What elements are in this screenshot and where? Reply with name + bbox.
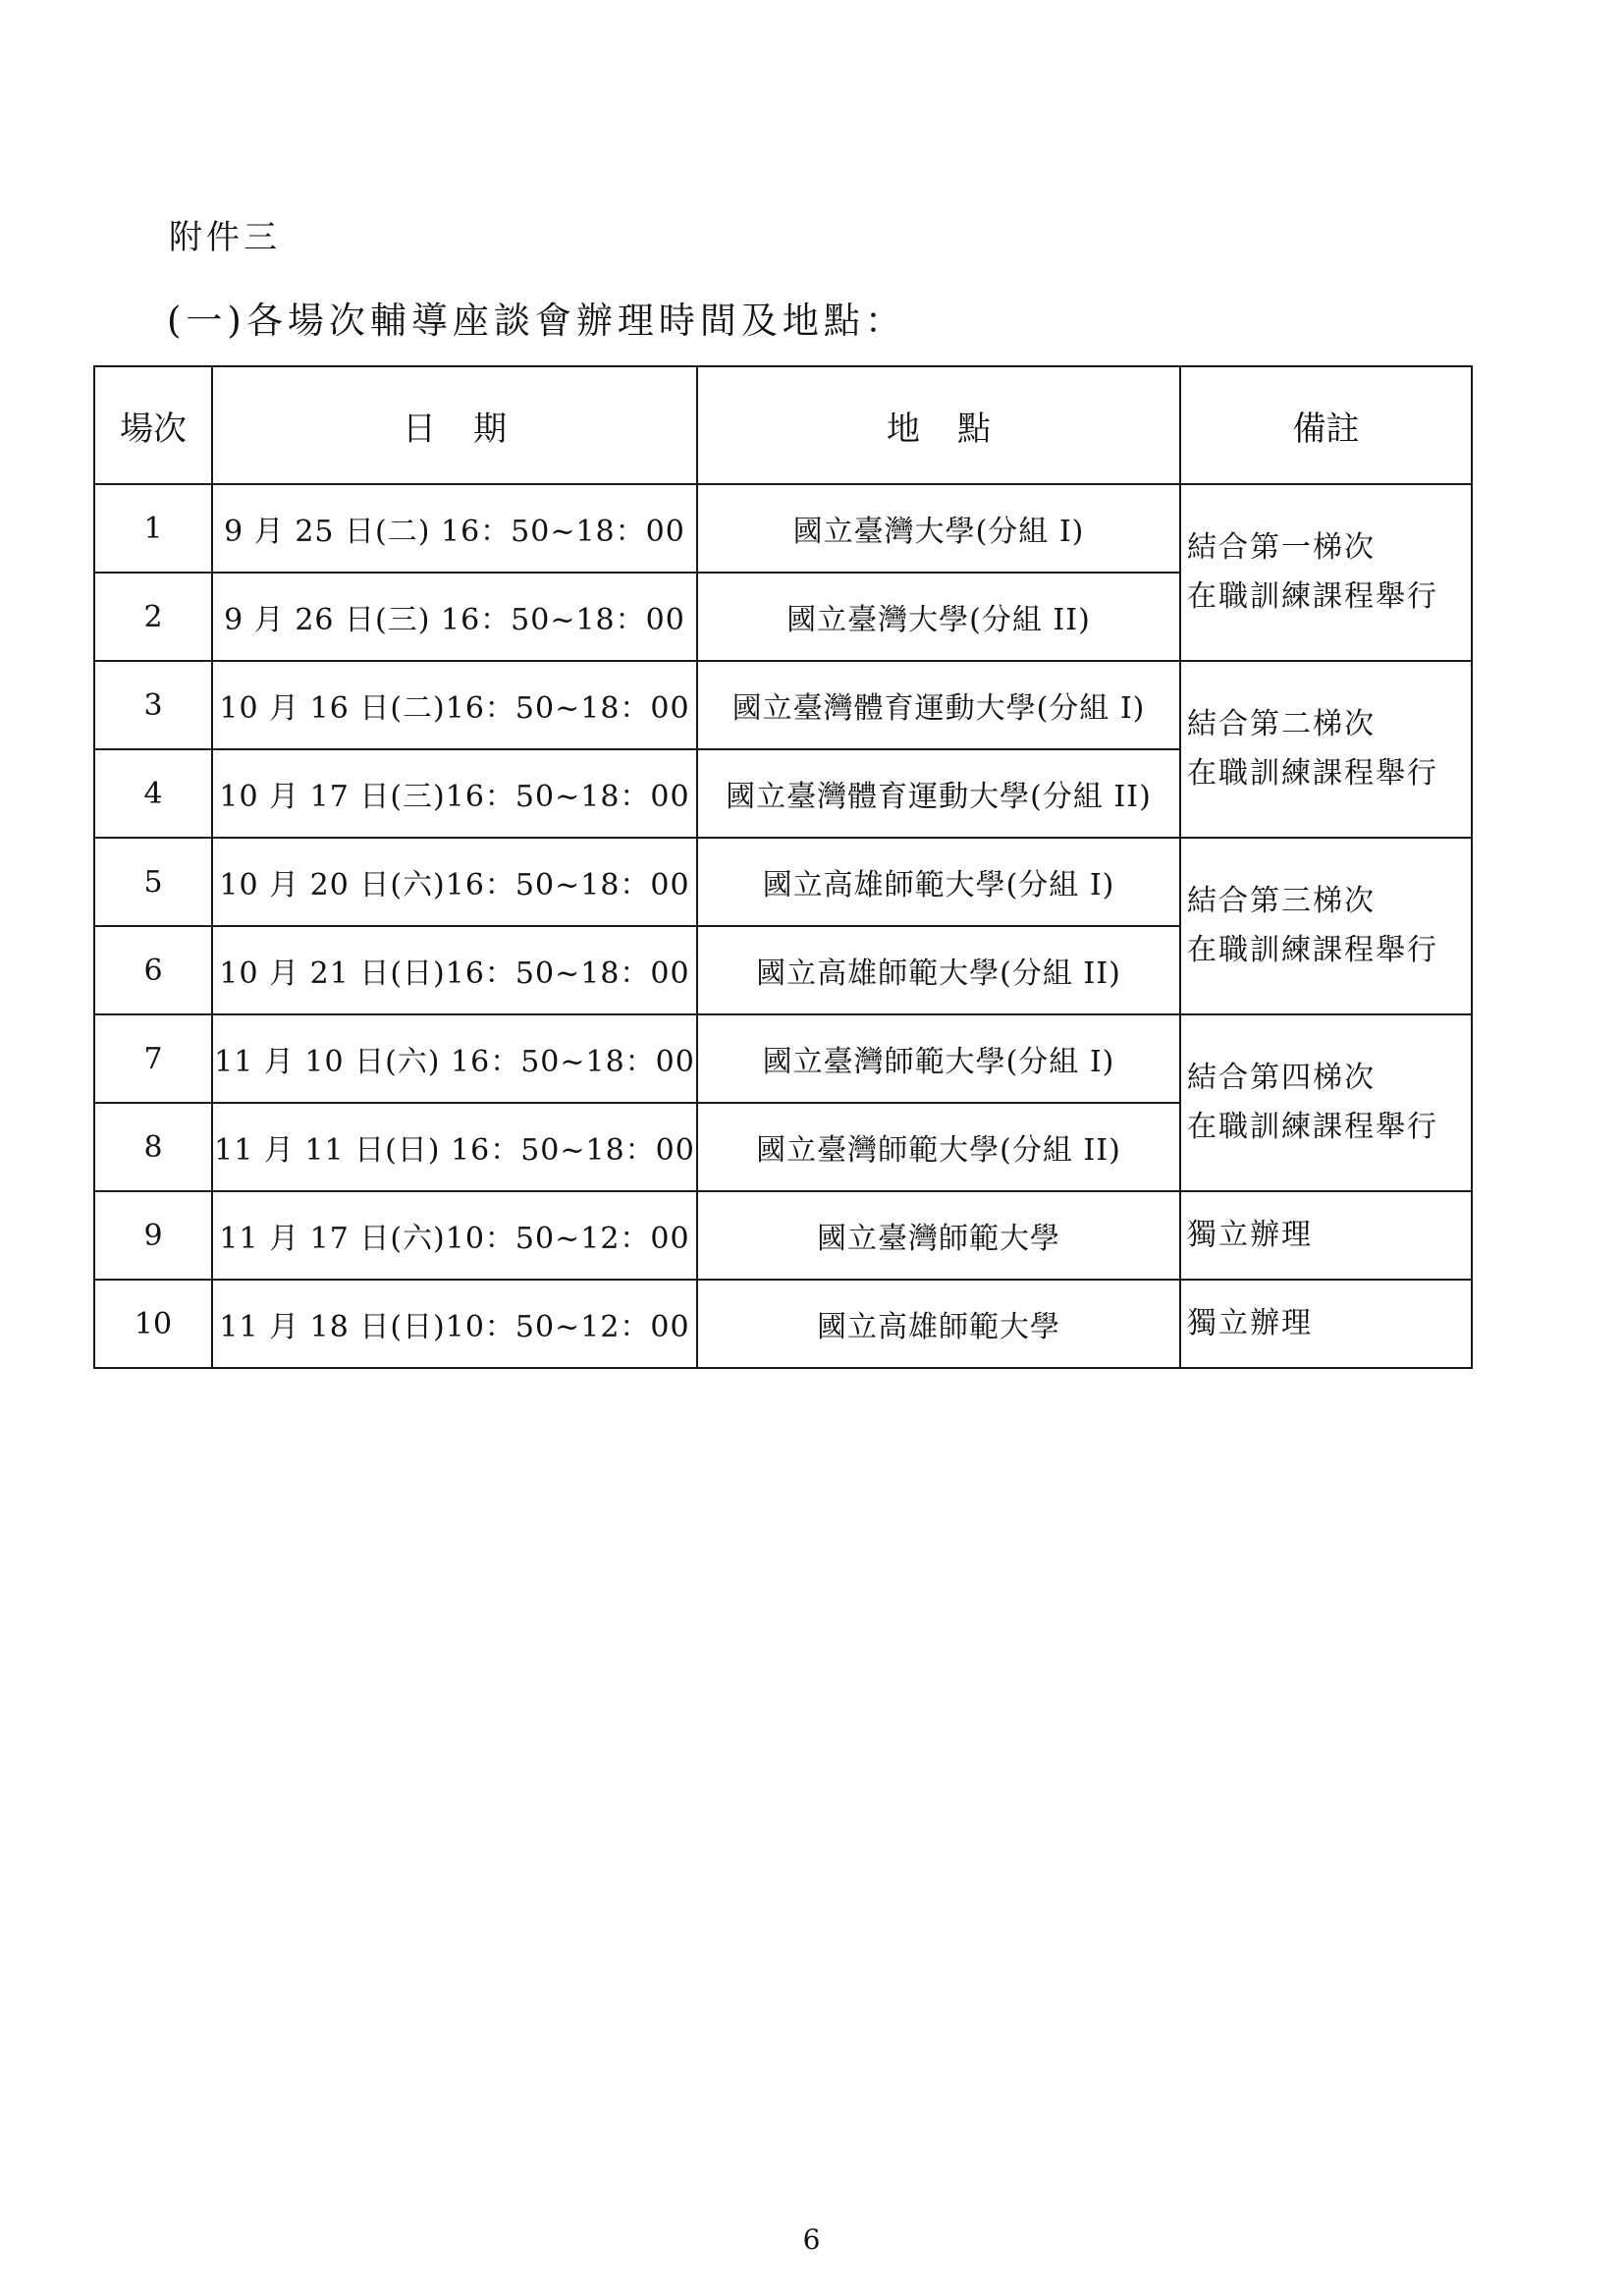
session-cell: 9 bbox=[94, 1191, 212, 1280]
venue-cell: 國立臺灣師範大學 bbox=[697, 1191, 1180, 1280]
date-cell: 10 月 21 日(日)16：50~18：00 bbox=[212, 926, 697, 1014]
header-remark: 備註 bbox=[1180, 366, 1472, 484]
session-cell: 2 bbox=[94, 573, 212, 661]
remark-cell bbox=[1180, 661, 1472, 838]
session-cell: 5 bbox=[94, 838, 212, 926]
venue-cell: 國立高雄師範大學(分組 I) bbox=[697, 838, 1180, 926]
remark-line: 獨立辦理 bbox=[1187, 1218, 1313, 1252]
header-venue: 地點 bbox=[697, 366, 1180, 484]
remark-line: 結合第四梯次 bbox=[1187, 1061, 1376, 1095]
table-row bbox=[94, 1280, 1472, 1368]
remark-line: 在職訓練課程舉行 bbox=[1187, 579, 1438, 614]
venue-cell: 國立臺灣大學(分組 II) bbox=[697, 573, 1180, 661]
venue-cell: 國立高雄師範大學 bbox=[697, 1280, 1180, 1368]
table-row bbox=[94, 1014, 1472, 1103]
venue-cell: 國立臺灣大學(分組 I) bbox=[697, 484, 1180, 573]
session-cell: 3 bbox=[94, 661, 212, 749]
date-cell: 11 月 18 日(日)10：50~12：00 bbox=[212, 1280, 697, 1368]
remark-cell bbox=[1180, 1014, 1472, 1191]
session-cell: 10 bbox=[94, 1280, 212, 1368]
venue-cell: 國立臺灣師範大學(分組 II) bbox=[697, 1103, 1180, 1191]
venue-cell: 國立臺灣師範大學(分組 I) bbox=[697, 1014, 1180, 1103]
remark-line: 結合第三梯次 bbox=[1187, 884, 1376, 918]
remark-cell bbox=[1180, 1280, 1472, 1368]
table-row bbox=[94, 1191, 1472, 1280]
remark-line: 在職訓練課程舉行 bbox=[1187, 1110, 1438, 1144]
session-cell: 8 bbox=[94, 1103, 212, 1191]
date-cell: 9 月 25 日(二) 16：50~18：00 bbox=[212, 484, 697, 573]
remark-line: 獨立辦理 bbox=[1187, 1306, 1313, 1340]
table-header-row bbox=[94, 366, 1472, 484]
schedule-table bbox=[93, 365, 1473, 1369]
session-cell: 7 bbox=[94, 1014, 212, 1103]
session-cell: 1 bbox=[94, 484, 212, 573]
header-session: 場次 bbox=[94, 366, 212, 484]
date-cell: 11 月 11 日(日) 16：50~18：00 bbox=[212, 1103, 697, 1191]
venue-cell: 國立高雄師範大學(分組 II) bbox=[697, 926, 1180, 1014]
table-row bbox=[94, 484, 1472, 573]
date-cell: 10 月 17 日(三)16：50~18：00 bbox=[212, 749, 697, 838]
date-cell: 10 月 20 日(六)16：50~18：00 bbox=[212, 838, 697, 926]
remark-cell bbox=[1180, 1191, 1472, 1280]
table-row bbox=[94, 661, 1472, 749]
page-number: 6 bbox=[802, 2223, 821, 2256]
remark-line: 結合第一梯次 bbox=[1187, 530, 1376, 565]
date-cell: 11 月 17 日(六)10：50~12：00 bbox=[212, 1191, 697, 1280]
section-heading: (一)各場次輔導座談會辦理時間及地點： bbox=[167, 300, 906, 342]
header-date: 日期 bbox=[212, 366, 697, 484]
remark-line: 結合第二梯次 bbox=[1187, 707, 1376, 741]
remark-cell bbox=[1180, 838, 1472, 1014]
table-row bbox=[94, 838, 1472, 926]
session-cell: 6 bbox=[94, 926, 212, 1014]
venue-cell: 國立臺灣體育運動大學(分組 I) bbox=[697, 661, 1180, 749]
session-cell: 4 bbox=[94, 749, 212, 838]
date-cell: 11 月 10 日(六) 16：50~18：00 bbox=[212, 1014, 697, 1103]
remark-line: 在職訓練課程舉行 bbox=[1187, 756, 1438, 791]
date-cell: 10 月 16 日(二)16：50~18：00 bbox=[212, 661, 697, 749]
date-cell: 9 月 26 日(三) 16：50~18：00 bbox=[212, 573, 697, 661]
remark-line: 在職訓練課程舉行 bbox=[1187, 933, 1438, 967]
remark-cell bbox=[1180, 484, 1472, 661]
attachment-label: 附件三 bbox=[169, 218, 281, 257]
venue-cell: 國立臺灣體育運動大學(分組 II) bbox=[697, 749, 1180, 838]
